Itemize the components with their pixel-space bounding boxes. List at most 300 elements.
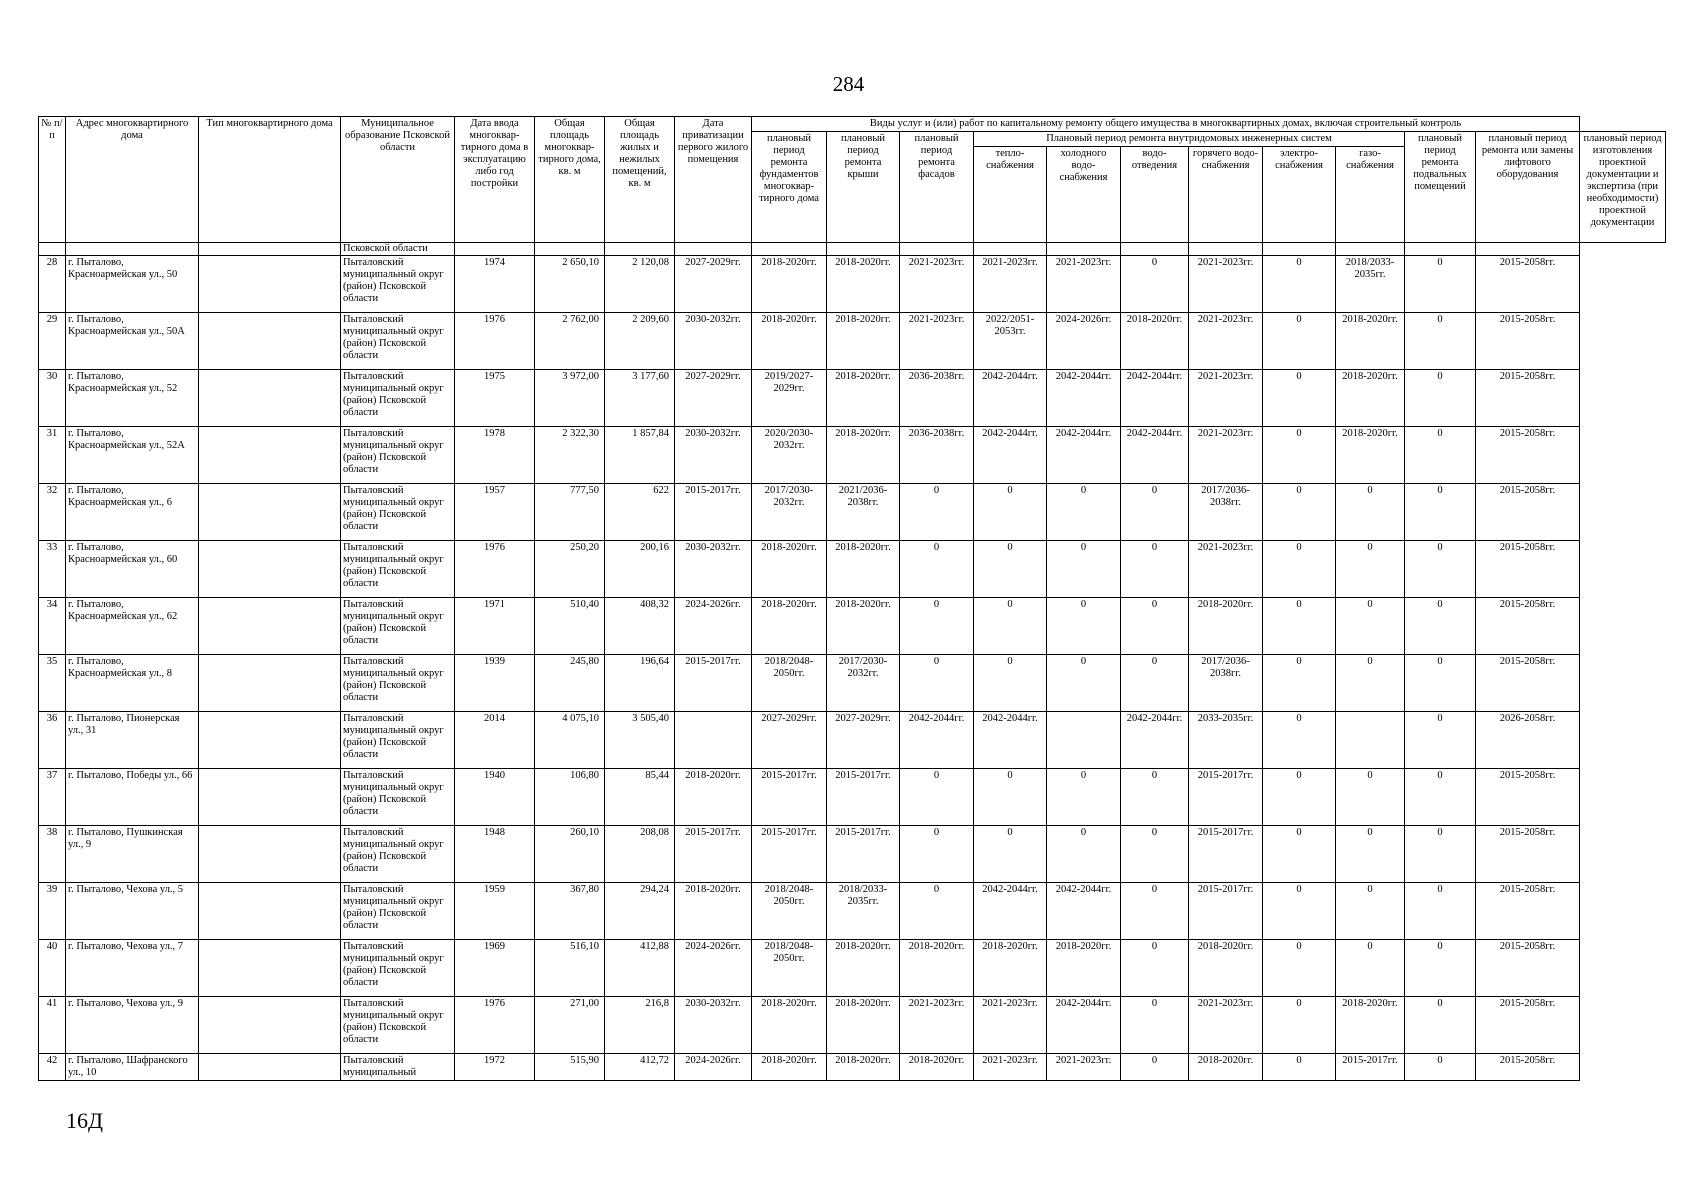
- cell-total-area: 515,90: [535, 1054, 605, 1081]
- cell-heat: 2021-2023гг.: [900, 256, 974, 313]
- cell-design: 2015-2058гг.: [1476, 940, 1580, 997]
- cell-facade: 2018/2033-2035гг.: [827, 883, 900, 940]
- cell-cold-water: 0: [974, 826, 1047, 883]
- cell-elevator: 0: [1405, 427, 1476, 484]
- cell-foundation: 2015-2017гг.: [675, 655, 752, 712]
- cell-drainage: 0: [1047, 484, 1121, 541]
- cell-heat: 2021-2023гг.: [900, 997, 974, 1054]
- cell-address: г. Пыталово, Пионерская ул., 31: [66, 712, 199, 769]
- cell-drainage: 2042-2044гг.: [1047, 427, 1121, 484]
- cell-type: [199, 541, 341, 598]
- cell-address: г. Пыталово, Красноармейская ул., 8: [66, 655, 199, 712]
- cell-cold-water: 0: [974, 655, 1047, 712]
- capital-repair-table: [38, 116, 1666, 1081]
- table-row: [39, 940, 1666, 997]
- cell-type: [199, 313, 341, 370]
- cell-year: 2014: [455, 712, 535, 769]
- cell-electric: 2033-2035гг.: [1189, 712, 1263, 769]
- col-num-header: № п/п: [39, 117, 66, 243]
- cell-cold-water: 2018-2020гг.: [974, 940, 1047, 997]
- cell-living-area: 200,16: [605, 541, 675, 598]
- cell-address: г. Пыталово, Красноармейская ул., 62: [66, 598, 199, 655]
- cell-elevator: 0: [1405, 598, 1476, 655]
- cell-living-area: 216,8: [605, 997, 675, 1054]
- cell-num: 32: [39, 484, 66, 541]
- cell-gas: 0: [1263, 313, 1336, 370]
- cell-facade: 2015-2017гг.: [827, 826, 900, 883]
- cell-electric: 2018-2020гг.: [1189, 598, 1263, 655]
- cell-electric: 2021-2023гг.: [1189, 313, 1263, 370]
- cell-year: 1969: [455, 940, 535, 997]
- cell-facade: 2018-2020гг.: [827, 541, 900, 598]
- cell-living-area: 412,72: [605, 1054, 675, 1081]
- cell-hot-water: 2018-2020гг.: [1121, 313, 1189, 370]
- cell-facade: 2018-2020гг.: [827, 427, 900, 484]
- cell-type: [199, 427, 341, 484]
- cell-design: 2015-2058гг.: [1476, 256, 1580, 313]
- cell-type: [199, 883, 341, 940]
- cell-living-area: 85,44: [605, 769, 675, 826]
- cell-electric: 2021-2023гг.: [1189, 541, 1263, 598]
- cell-municipality: Пыталовский муниципальный округ (район) Псковской области: [341, 370, 455, 427]
- cell-hot-water: 0: [1121, 256, 1189, 313]
- col-municipality-header: Муниципальное образование Псковской области: [341, 117, 455, 243]
- cell-drainage: 0: [1047, 598, 1121, 655]
- cell-cold-water: 2042-2044гг.: [974, 883, 1047, 940]
- cell-living-area: 3 505,40: [605, 712, 675, 769]
- cell-facade: 2018-2020гг.: [827, 1054, 900, 1081]
- cell-basement: 2018/2033-2035гг.: [1336, 256, 1405, 313]
- cell-design: 2015-2058гг.: [1476, 1054, 1580, 1081]
- cell-year: 1976: [455, 313, 535, 370]
- cell-num: 37: [39, 769, 66, 826]
- cell-municipality: Пыталовский муниципальный округ (район) Псковской области: [341, 997, 455, 1054]
- col-electric-header: электро-снабжения: [1263, 147, 1336, 243]
- cell-year: 1978: [455, 427, 535, 484]
- cell-num: 35: [39, 655, 66, 712]
- systems-group-header: Плановый период ремонта внутридомовых инженерных систем: [974, 132, 1405, 147]
- col-privatization-header: Дата приватизации первого жилого помещения: [675, 117, 752, 243]
- cell-electric: 2015-2017гг.: [1189, 769, 1263, 826]
- col-cold-water-header: холодного водо-снабжения: [1047, 147, 1121, 243]
- cell-basement: 0: [1336, 598, 1405, 655]
- cell-basement: 0: [1336, 769, 1405, 826]
- cell-living-area: 408,32: [605, 598, 675, 655]
- cell-heat: 2021-2023гг.: [900, 313, 974, 370]
- cell-cold-water: 0: [974, 541, 1047, 598]
- cell-address: г. Пыталово, Шафранского ул., 10: [66, 1054, 199, 1081]
- col-heat-header: тепло-снабжения: [974, 147, 1047, 243]
- cell-drainage: 2018-2020гг.: [1047, 940, 1121, 997]
- cell-drainage: 0: [1047, 826, 1121, 883]
- cell-cold-water: 2042-2044гг.: [974, 712, 1047, 769]
- cell-design: 2015-2058гг.: [1476, 883, 1580, 940]
- cell-municipality: Пыталовский муниципальный округ (район) Псковской области: [341, 655, 455, 712]
- cell-drainage: 2042-2044гг.: [1047, 883, 1121, 940]
- cell-electric: 2017/2036-2038гг.: [1189, 655, 1263, 712]
- cell-electric: 2017/2036-2038гг.: [1189, 484, 1263, 541]
- cell-roof: 2019/2027-2029гг.: [752, 370, 827, 427]
- cell-basement: 2015-2017гг.: [1336, 1054, 1405, 1081]
- cell-foundation: 2030-2032гг.: [675, 313, 752, 370]
- cell-total-area: 777,50: [535, 484, 605, 541]
- cell-design: 2015-2058гг.: [1476, 313, 1580, 370]
- cell-roof: 2015-2017гг.: [752, 826, 827, 883]
- page-number: 284: [832, 72, 865, 96]
- table-row: [39, 712, 1666, 769]
- cell-type: [199, 256, 341, 313]
- cell-living-area: 3 177,60: [605, 370, 675, 427]
- cell-roof: 2018/2048-2050гг.: [752, 883, 827, 940]
- cell-elevator: 0: [1405, 484, 1476, 541]
- cell-hot-water: 0: [1121, 826, 1189, 883]
- cell-drainage: 2024-2026гг.: [1047, 313, 1121, 370]
- cell-foundation: [675, 712, 752, 769]
- cell-roof: 2018-2020гг.: [752, 598, 827, 655]
- cell-basement: 0: [1336, 940, 1405, 997]
- cell-drainage: 0: [1047, 655, 1121, 712]
- table-row: [39, 883, 1666, 940]
- cell-drainage: 0: [1047, 541, 1121, 598]
- cell-year: 1975: [455, 370, 535, 427]
- cell-hot-water: 0: [1121, 769, 1189, 826]
- cell-total-area: 250,20: [535, 541, 605, 598]
- cell-num: 39: [39, 883, 66, 940]
- cell-num: 38: [39, 826, 66, 883]
- cell-design: 2015-2058гг.: [1476, 541, 1580, 598]
- cell-electric: 2021-2023гг.: [1189, 427, 1263, 484]
- cell-hot-water: 0: [1121, 598, 1189, 655]
- cell-municipality: Пыталовский муниципальный: [341, 1054, 455, 1081]
- cell-municipality: Пыталовский муниципальный округ (район) Псковской области: [341, 484, 455, 541]
- cell-total-area: 245,80: [535, 655, 605, 712]
- cell-hot-water: 0: [1121, 541, 1189, 598]
- cell-heat: 0: [900, 541, 974, 598]
- cell-type: [199, 997, 341, 1054]
- cell-municipality: Пыталовский муниципальный округ (район) Псковской области: [341, 256, 455, 313]
- cell-roof: 2018/2048-2050гг.: [752, 940, 827, 997]
- cell-foundation: 2024-2026гг.: [675, 940, 752, 997]
- cell-electric: 2021-2023гг.: [1189, 256, 1263, 313]
- cell-facade: 2018-2020гг.: [827, 370, 900, 427]
- table-row: [39, 769, 1666, 826]
- cell-roof: 2015-2017гг.: [752, 769, 827, 826]
- table-row: [39, 826, 1666, 883]
- cell-type: [199, 598, 341, 655]
- cell-roof: 2018-2020гг.: [752, 541, 827, 598]
- cell-total-area: 367,80: [535, 883, 605, 940]
- cell-foundation: 2024-2026гг.: [675, 598, 752, 655]
- cell-num: 31: [39, 427, 66, 484]
- table-row: [39, 370, 1666, 427]
- cell-heat: 2036-2038гг.: [900, 370, 974, 427]
- cell-foundation: 2015-2017гг.: [675, 484, 752, 541]
- cell-drainage: [1047, 712, 1121, 769]
- table-row: [39, 427, 1666, 484]
- cell-total-area: 106,80: [535, 769, 605, 826]
- table-row: [39, 598, 1666, 655]
- cell-roof: 2020/2030-2032гг.: [752, 427, 827, 484]
- cell-address: г. Пыталово, Красноармейская ул., 52: [66, 370, 199, 427]
- cell-foundation: 2030-2032гг.: [675, 541, 752, 598]
- cell-design: 2015-2058гг.: [1476, 370, 1580, 427]
- col-design-header: плановый период изготовления проектной документации и экспертиза (при необходимости) проектной документации: [1580, 132, 1666, 243]
- col-basement-header: плановый период ремонта подвальных помещений: [1405, 132, 1476, 243]
- cell-basement: 2018-2020гг.: [1336, 997, 1405, 1054]
- cell-year: 1972: [455, 1054, 535, 1081]
- cell-municipality: Пыталовский муниципальный округ (район) Псковской области: [341, 883, 455, 940]
- cell-year: 1948: [455, 826, 535, 883]
- cell-living-area: 2 120,08: [605, 256, 675, 313]
- cell-address: г. Пыталово, Красноармейская ул., 50А: [66, 313, 199, 370]
- cell-elevator: 0: [1405, 370, 1476, 427]
- cell-num: 34: [39, 598, 66, 655]
- col-commission-header: Дата ввода многоквар-тирного дома в эксплуатацию либо год постройки: [455, 117, 535, 243]
- cell-facade: 2018-2020гг.: [827, 997, 900, 1054]
- cell-facade: 2021/2036-2038гг.: [827, 484, 900, 541]
- cell-num: 36: [39, 712, 66, 769]
- cell-gas: 0: [1263, 256, 1336, 313]
- cell-address: г. Пыталово, Пушкинская ул., 9: [66, 826, 199, 883]
- cell-facade: 2018-2020гг.: [827, 598, 900, 655]
- cell-num: 28: [39, 256, 66, 313]
- cell-address: г. Пыталово, Победы ул., 66: [66, 769, 199, 826]
- table-row: [39, 655, 1666, 712]
- cell-elevator: 0: [1405, 940, 1476, 997]
- cell-drainage: 2021-2023гг.: [1047, 1054, 1121, 1081]
- cell-cold-water: 0: [974, 769, 1047, 826]
- cell-num: 29: [39, 313, 66, 370]
- cell-type: [199, 769, 341, 826]
- cell-hot-water: 0: [1121, 997, 1189, 1054]
- cell-total-area: 4 075,10: [535, 712, 605, 769]
- cell-basement: 0: [1336, 655, 1405, 712]
- cell-address: г. Пыталово, Красноармейская ул., 60: [66, 541, 199, 598]
- cell-basement: 2018-2020гг.: [1336, 370, 1405, 427]
- cell-address: г. Пыталово, Красноармейская ул., 50: [66, 256, 199, 313]
- cell-cold-water: 2042-2044гг.: [974, 370, 1047, 427]
- cell-heat: 0: [900, 826, 974, 883]
- table-row: [39, 256, 1666, 313]
- cell-elevator: 0: [1405, 997, 1476, 1054]
- cell-municipality: Пыталовский муниципальный округ (район) Псковской области: [341, 598, 455, 655]
- cell-address: г. Пыталово, Чехова ул., 9: [66, 997, 199, 1054]
- cell-roof: 2018/2048-2050гг.: [752, 655, 827, 712]
- cell-gas: 0: [1263, 541, 1336, 598]
- col-drainage-header: водо-отведения: [1121, 147, 1189, 243]
- cell-facade: 2018-2020гг.: [827, 313, 900, 370]
- cell-gas: 0: [1263, 712, 1336, 769]
- cell-municipality: Пыталовский муниципальный округ (район) Псковской области: [341, 940, 455, 997]
- cell-roof: 2027-2029гг.: [752, 712, 827, 769]
- cell-type: [199, 712, 341, 769]
- cell-heat: 2036-2038гг.: [900, 427, 974, 484]
- cell-address: г. Пыталово, Красноармейская ул., 6: [66, 484, 199, 541]
- cell-cold-water: 2022/2051-2053гг.: [974, 313, 1047, 370]
- cell-foundation: 2018-2020гг.: [675, 769, 752, 826]
- cell-living-area: 622: [605, 484, 675, 541]
- cell-num: 41: [39, 997, 66, 1054]
- continuation-text: Псковской области: [341, 243, 455, 256]
- cell-foundation: 2018-2020гг.: [675, 883, 752, 940]
- cell-elevator: 0: [1405, 541, 1476, 598]
- cell-year: 1940: [455, 769, 535, 826]
- cell-elevator: 0: [1405, 256, 1476, 313]
- cell-living-area: 208,08: [605, 826, 675, 883]
- cell-foundation: 2027-2029гг.: [675, 370, 752, 427]
- cell-basement: 0: [1336, 484, 1405, 541]
- cell-elevator: 0: [1405, 769, 1476, 826]
- cell-roof: 2017/2030-2032гг.: [752, 484, 827, 541]
- cell-heat: 2042-2044гг.: [900, 712, 974, 769]
- cell-roof: 2018-2020гг.: [752, 313, 827, 370]
- col-address-header: Адрес многоквартирного дома: [66, 117, 199, 243]
- cell-num: 33: [39, 541, 66, 598]
- cell-total-area: 2 322,30: [535, 427, 605, 484]
- cell-design: 2026-2058гг.: [1476, 712, 1580, 769]
- cell-cold-water: 2021-2023гг.: [974, 997, 1047, 1054]
- cell-total-area: 3 972,00: [535, 370, 605, 427]
- cell-electric: 2018-2020гг.: [1189, 940, 1263, 997]
- continuation-row: [39, 243, 1666, 256]
- cell-elevator: 0: [1405, 883, 1476, 940]
- cell-roof: 2018-2020гг.: [752, 256, 827, 313]
- cell-foundation: 2030-2032гг.: [675, 427, 752, 484]
- cell-foundation: 2030-2032гг.: [675, 997, 752, 1054]
- cell-electric: 2015-2017гг.: [1189, 883, 1263, 940]
- cell-basement: 0: [1336, 541, 1405, 598]
- col-type-header: Тип многоквартирного дома: [199, 117, 341, 243]
- cell-heat: 0: [900, 883, 974, 940]
- col-living-area-header: Общая площадь жилых и нежилых помещений, кв. м: [605, 117, 675, 243]
- cell-municipality: Пыталовский муниципальный округ (район) Псковской области: [341, 427, 455, 484]
- cell-total-area: 510,40: [535, 598, 605, 655]
- cell-type: [199, 1054, 341, 1081]
- cell-living-area: 1 857,84: [605, 427, 675, 484]
- cell-total-area: 2 762,00: [535, 313, 605, 370]
- cell-municipality: Пыталовский муниципальный округ (район) Псковской области: [341, 313, 455, 370]
- table-row: [39, 1054, 1666, 1081]
- cell-hot-water: 0: [1121, 883, 1189, 940]
- cell-type: [199, 370, 341, 427]
- col-foundation-header: плановый период ремонта фундаментов многоквар-тирного дома: [752, 132, 827, 243]
- cell-elevator: 0: [1405, 313, 1476, 370]
- cell-total-area: 516,10: [535, 940, 605, 997]
- cell-foundation: 2024-2026гг.: [675, 1054, 752, 1081]
- cell-heat: 2018-2020гг.: [900, 1054, 974, 1081]
- cell-gas: 0: [1263, 769, 1336, 826]
- cell-drainage: 0: [1047, 769, 1121, 826]
- table-row: [39, 484, 1666, 541]
- cell-year: 1974: [455, 256, 535, 313]
- cell-living-area: 294,24: [605, 883, 675, 940]
- cell-elevator: 0: [1405, 712, 1476, 769]
- col-hot-water-header: горячего водо-снабжения: [1189, 147, 1263, 243]
- cell-facade: 2018-2020гг.: [827, 256, 900, 313]
- cell-hot-water: 0: [1121, 940, 1189, 997]
- cell-cold-water: 0: [974, 484, 1047, 541]
- header-row-1: [39, 117, 1666, 132]
- cell-type: [199, 826, 341, 883]
- cell-design: 2015-2058гг.: [1476, 997, 1580, 1054]
- col-facade-header: плановый период ремонта фасадов: [900, 132, 974, 243]
- cell-gas: 0: [1263, 655, 1336, 712]
- cell-design: 2015-2058гг.: [1476, 484, 1580, 541]
- cell-year: 1976: [455, 541, 535, 598]
- col-gas-header: газо-снабжения: [1336, 147, 1405, 243]
- cell-electric: 2018-2020гг.: [1189, 1054, 1263, 1081]
- cell-type: [199, 484, 341, 541]
- cell-design: 2015-2058гг.: [1476, 598, 1580, 655]
- cell-hot-water: 0: [1121, 1054, 1189, 1081]
- document-code: 16Д: [66, 1108, 104, 1133]
- cell-facade: 2017/2030-2032гг.: [827, 655, 900, 712]
- cell-elevator: 0: [1405, 826, 1476, 883]
- cell-living-area: 2 209,60: [605, 313, 675, 370]
- cell-gas: 0: [1263, 598, 1336, 655]
- cell-basement: 2018-2020гг.: [1336, 427, 1405, 484]
- cell-design: 2015-2058гг.: [1476, 427, 1580, 484]
- cell-year: 1959: [455, 883, 535, 940]
- cell-address: г. Пыталово, Чехова ул., 7: [66, 940, 199, 997]
- cell-elevator: 0: [1405, 655, 1476, 712]
- cell-heat: 0: [900, 484, 974, 541]
- cell-electric: 2021-2023гг.: [1189, 370, 1263, 427]
- col-total-area-header: Общая площадь многоквар-тирного дома, кв. м: [535, 117, 605, 243]
- cell-heat: 2018-2020гг.: [900, 940, 974, 997]
- cell-design: 2015-2058гг.: [1476, 826, 1580, 883]
- cell-hot-water: 0: [1121, 655, 1189, 712]
- cell-cold-water: 2042-2044гг.: [974, 427, 1047, 484]
- col-roof-header: плановый период ремонта крыши: [827, 132, 900, 243]
- cell-living-area: 196,64: [605, 655, 675, 712]
- cell-gas: 0: [1263, 370, 1336, 427]
- cell-gas: 0: [1263, 1054, 1336, 1081]
- cell-municipality: Пыталовский муниципальный округ (район) Псковской области: [341, 826, 455, 883]
- cell-gas: 0: [1263, 484, 1336, 541]
- cell-elevator: 0: [1405, 1054, 1476, 1081]
- cell-design: 2015-2058гг.: [1476, 655, 1580, 712]
- cell-year: 1976: [455, 997, 535, 1054]
- cell-electric: 2021-2023гг.: [1189, 997, 1263, 1054]
- cell-electric: 2015-2017гг.: [1189, 826, 1263, 883]
- col-elevator-header: плановый период ремонта или замены лифтового оборудования: [1476, 132, 1580, 243]
- cell-cold-water: 2021-2023гг.: [974, 1054, 1047, 1081]
- cell-drainage: 2042-2044гг.: [1047, 370, 1121, 427]
- cell-municipality: Пыталовский муниципальный округ (район) Псковской области: [341, 769, 455, 826]
- cell-foundation: 2027-2029гг.: [675, 256, 752, 313]
- cell-hot-water: 2042-2044гг.: [1121, 427, 1189, 484]
- cell-roof: 2018-2020гг.: [752, 997, 827, 1054]
- cell-num: 40: [39, 940, 66, 997]
- cell-total-area: 260,10: [535, 826, 605, 883]
- cell-municipality: Пыталовский муниципальный округ (район) Псковской области: [341, 541, 455, 598]
- cell-basement: 2018-2020гг.: [1336, 313, 1405, 370]
- cell-municipality: Пыталовский муниципальный округ (район) Псковской области: [341, 712, 455, 769]
- cell-cold-water: 2021-2023гг.: [974, 256, 1047, 313]
- table-row: [39, 313, 1666, 370]
- cell-year: 1957: [455, 484, 535, 541]
- table-row: [39, 541, 1666, 598]
- cell-total-area: 2 650,10: [535, 256, 605, 313]
- cell-facade: 2027-2029гг.: [827, 712, 900, 769]
- cell-basement: 0: [1336, 883, 1405, 940]
- cell-foundation: 2015-2017гг.: [675, 826, 752, 883]
- cell-roof: 2018-2020гг.: [752, 1054, 827, 1081]
- cell-drainage: 2021-2023гг.: [1047, 256, 1121, 313]
- cell-gas: 0: [1263, 883, 1336, 940]
- cell-facade: 2018-2020гг.: [827, 940, 900, 997]
